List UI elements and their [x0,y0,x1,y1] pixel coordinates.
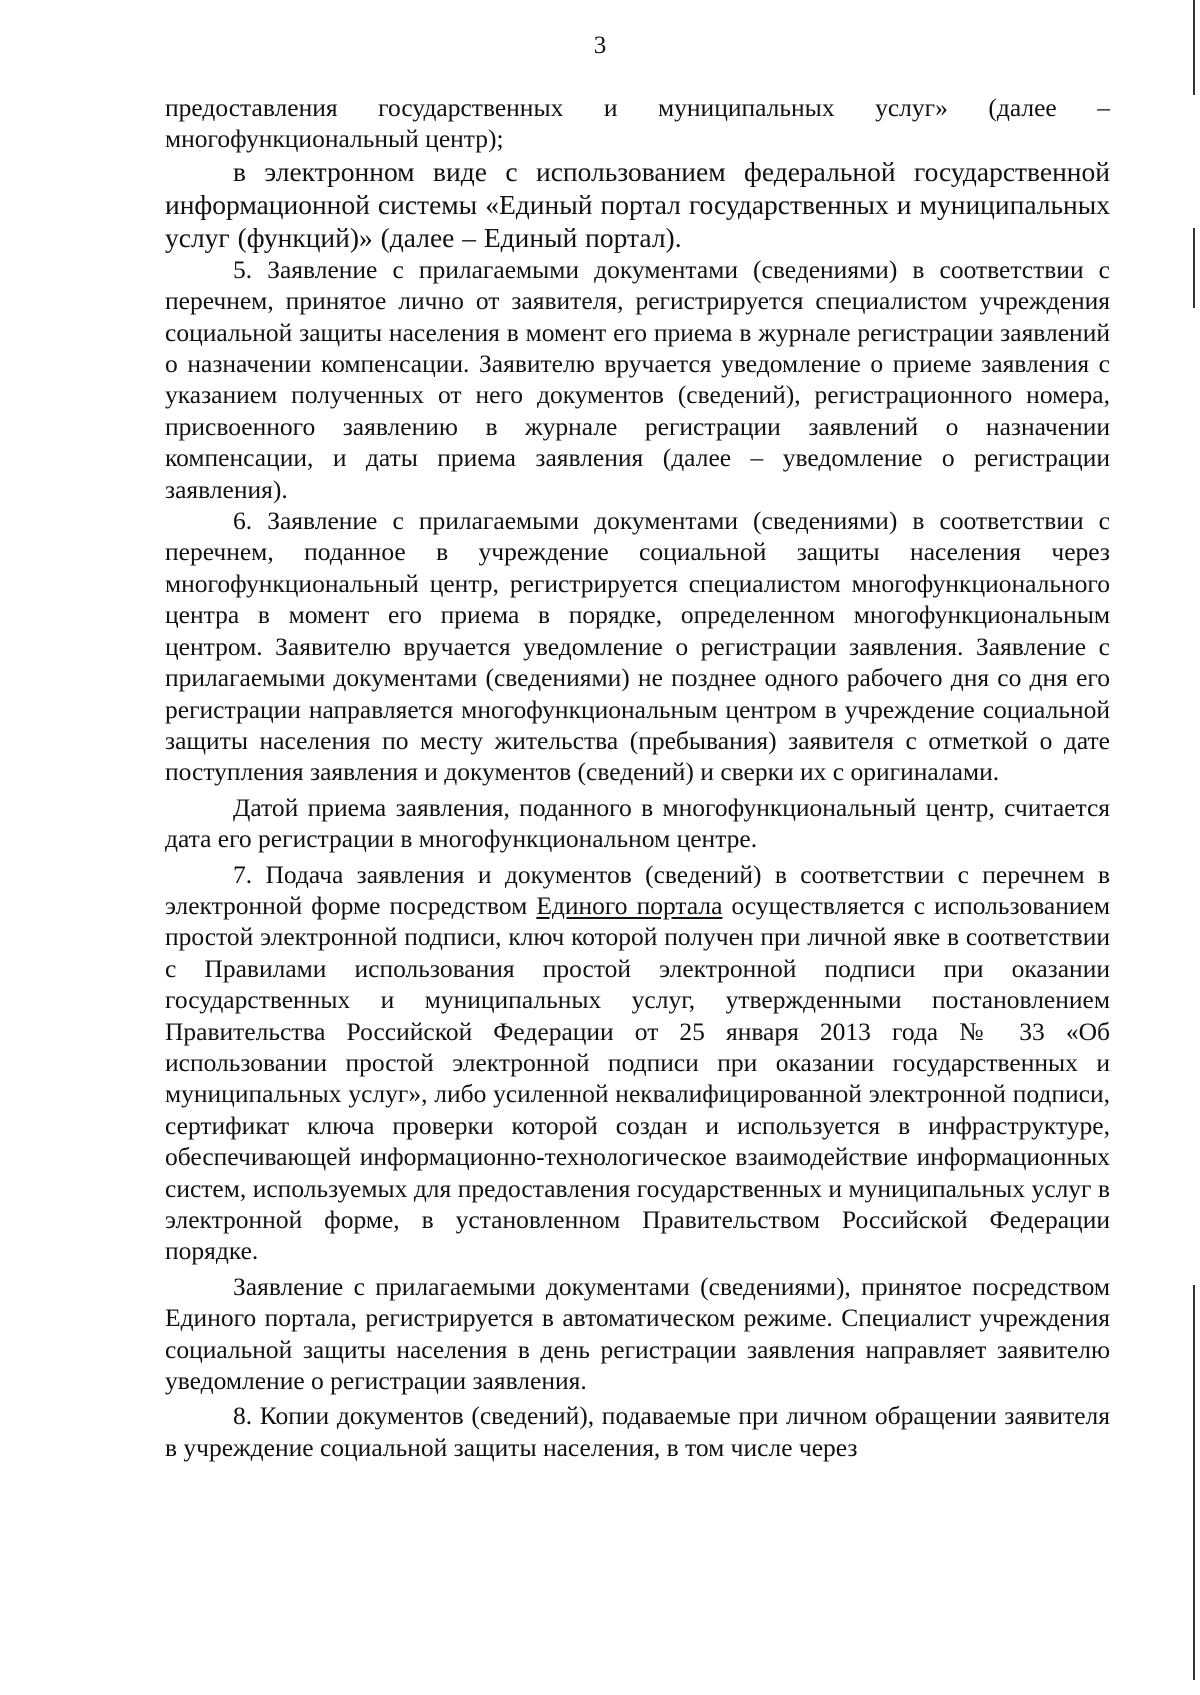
paragraph-acceptance-date: Датой приема заявления, поданного в многофункциональный центр, считается дата его регистрации в многофункциональном центре. [165,792,1110,854]
paragraph-item-7 [165,859,1110,1267]
scan-edge-mark [1193,1285,1195,1680]
item-7-text-after-link: осуществляется с использованием простой электронной подписи, ключ которой получен при личной явке в соответствии с Правилами использования простой электронной подписи при оказании государственных и муниципальных услуг, утвержденными постановлением Правительства Российской Федерации от 25 января 2013 года № 33 «Об использовании простой электронной подписи при оказании государственных и муниципальных услуг», либо усиленной неквалифицированной электронной подписи, сертификат ключа проверки которой создан и используется в инфраструктуре, обеспечивающей информационно-технологическое взаимодействие информационных систем, используемых для предоставления государственных и муниципальных услуг в электронной форме, в установленном Правительством Российской Федерации порядке. [165,890,1110,1266]
paragraph-item-5: 5. Заявление с прилагаемыми документами (сведениями) в соответствии с перечнем, принятое лично от заявителя, регистрируется специалистом учреждения социальной защиты населения в момент его приема в журнале регистрации заявлений о назначении компенсации. Заявителю вручается уведомление о приеме заявления с указанием полученных от него документов (сведений), регистрационного номера, присвоенного заявлению в журнале регистрации заявлений о назначении компенсации, и даты приема заявления (далее – уведомление о регистрации заявления). [165,254,1110,504]
page-number: 3 [593,32,607,59]
paragraph-portal-registration: Заявление с прилагаемыми документами (сведениями), принятое посредством Единого портала, регистрируется в автоматическом режиме. Специалист учреждения социальной защиты населения в день регистрации заявления направляет заявителю уведомление о регистрации заявления. [165,1271,1110,1396]
unified-portal-link[interactable]: Единого портала [536,890,723,920]
scan-edge-mark [1193,228,1195,308]
paragraph-mfc-continuation: предоставления государственных и муниципальных услуг» (далее – многофункциональный центр); [165,93,1110,154]
document-body [165,92,1110,1463]
scan-edge-mark [1193,0,1195,95]
paragraph-electronic-form: в электронном виде с использованием федеральной государственной информационной системы «Единый портал государственных и муниципальных услуг (функций)» (далее – Единый портал). [165,155,1110,253]
item-7-text-before-link: 7. Подача заявления и документов (сведений) в соответствии с перечнем в электронной форме посредством [165,859,1110,920]
paragraph-item-8: 8. Копии документов (сведений), подаваемые при личном обращении заявителя в учреждение социальной защиты населения, в том числе через [165,1401,1110,1462]
paragraph-item-6: 6. Заявление с прилагаемыми документами (сведениями) в соответствии с перечнем, поданное в учреждение социальной защиты населения через многофункциональный центр, регистрируется специалистом многофункционального центра в момент его приема в порядке, определенном многофункциональным центром. Заявителю вручается уведомление о регистрации заявления. Заявление с прилагаемыми документами (сведениями) не позднее одного рабочего дня со дня его регистрации направляется многофункциональным центром в учреждение социальной защиты населения по месту жительства (пребывания) заявителя с отметкой о дате поступления заявления и документов (сведений) и сверки их с оригиналами. [165,506,1110,787]
